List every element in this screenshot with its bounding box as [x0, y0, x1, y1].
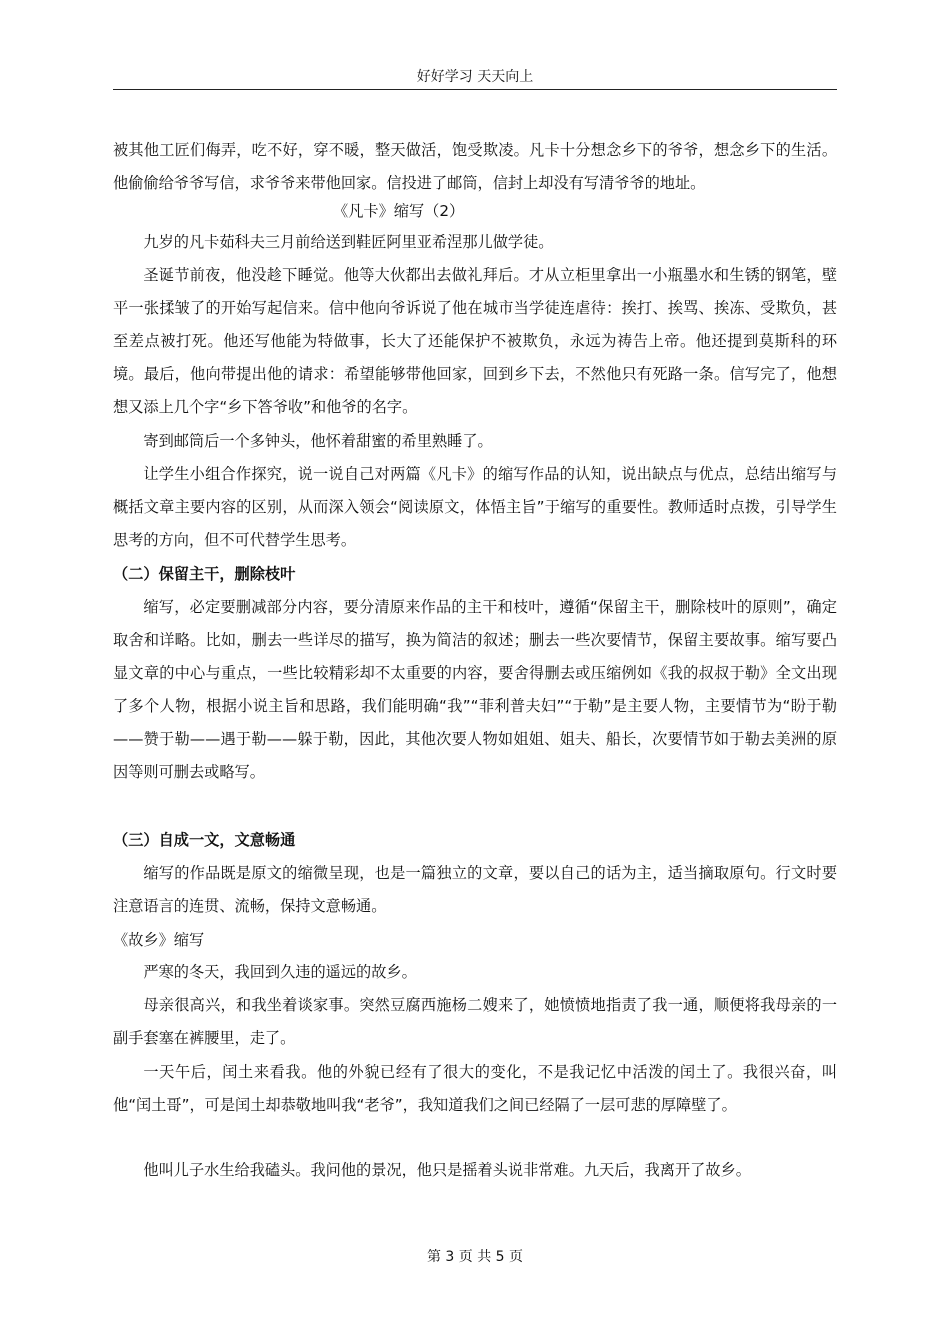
paragraph-7	[113, 857, 837, 923]
paragraph-text: 九岁的凡卡茹科夫三月前给送到鞋匠阿里亚希涅那儿做学徒。	[143, 233, 554, 251]
paragraph-text: 被其他工匠们侮弄，吃不好，穿不暖，整天做活，饱受欺凌。凡卡十分想念乡下的爷爷，想念乡下的生活。他偷偷给爷爷写信，求爷爷来带他回家。信投进了邮筒，信封上却没有写清爷爷的地址。	[113, 141, 837, 193]
section-title-guxiang	[113, 924, 837, 957]
page-footer: 第 3 页 共 5 页	[426, 1249, 524, 1265]
paragraph-text: 缩写，必定要删减部分内容，要分清原来作品的主干和枝叶，遵循“保留主干，删除枝叶的原则”，确定取舍和详略。比如，删去一些详尽的描写，换为简洁的叙述；删去一些次要情节，保留主要故事。缩写要凸显文章的中心与重点，一些比较精彩却不太重要的内容，要舍得删去或压缩例如《我的叔叔于勒》全文出现了多个人物，根据小说主旨和思路，我们能明确“我”“菲利普夫妇”“于勒”是主要人物，主要情节为“盼于勒——赞于勒——遇于勒——躲于勒，因此，其他次要人物如姐姐、姐夫、船长，次要情节如于勒去美洲的原因等则可删去或略写。	[113, 598, 837, 782]
section-title-text: 《故乡》缩写	[113, 931, 205, 949]
paragraph-10	[113, 1056, 837, 1122]
paragraph-5	[113, 458, 837, 557]
header-rule	[113, 89, 837, 90]
paragraph-2	[113, 226, 837, 259]
section-title-text: 《凡卡》缩写（2）	[333, 202, 465, 220]
paragraph-text: 缩写的作品既是原文的缩微呈现，也是一篇独立的文章，要以自己的话为主，适当摘取原句。行文时要注意语言的连贯、流畅，保持文意畅通。	[113, 864, 837, 916]
paragraph-4	[113, 425, 837, 458]
paragraph-9	[113, 989, 837, 1055]
page-header: 好好学习 天天向上	[416, 69, 534, 85]
paragraph-6	[113, 591, 837, 790]
heading-3	[113, 824, 837, 857]
section-title-fanka-2	[113, 195, 837, 228]
heading-text: （三）自成一文，文意畅通	[113, 831, 296, 849]
paragraph-text: 一天午后，闰土来看我。他的外貌已经有了很大的变化，不是我记忆中活泼的闰土了。我很兴奋，叫他“闰土哥”，可是闰土却恭敬地叫我“老爷”，我知道我们之间已经隔了一层可悲的厚障壁了。	[113, 1063, 837, 1115]
paragraph-text: 他叫儿子水生给我磕头。我问他的景况，他只是摇着头说非常难。九天后，我离开了故乡。	[143, 1161, 751, 1179]
paragraph-text: 让学生小组合作探究，说一说自己对两篇《凡卡》的缩写作品的认知，说出缺点与优点，总结出缩写与概括文章主要内容的区别，从而深入领会“阅读原文，体悟主旨”于缩写的重要性。教师适时点拨，引导学生思考的方向，但不可代替学生思考。	[113, 465, 837, 550]
heading-2	[113, 558, 837, 591]
paragraph-11	[113, 1154, 837, 1187]
paragraph-8	[113, 956, 837, 989]
paragraph-3	[113, 259, 837, 424]
paragraph-text: 寄到邮筒后一个多钟头，他怀着甜蜜的希里熟睡了。	[143, 432, 493, 450]
paragraph-text: 圣诞节前夜，他没趁下睡觉。他等大伙都出去做礼拜后。才从立柜里拿出一小瓶墨水和生锈的钢笔，壁平一张揉皱了的开始写起信来。信中他向爷诉说了他在城市当学徒连虐待：挨打、挨骂、挨冻、受欺负，甚至差点被打死。他还写他能为特做事，长大了还能保护不被欺负，永远为祷告上帝。他还提到莫斯科的环境。最后，他向带提出他的请求：希望能够带他回家，回到乡下去，不然他只有死路一条。信写完了，他想想又添上几个字“乡下答爷收”和他爷的名字。	[113, 266, 837, 417]
paragraph-text: 母亲很高兴，和我坐着谈家事。突然豆腐西施杨二嫂来了，她愤愤地指责了我一通，顺便将我母亲的一副手套塞在裤腰里，走了。	[113, 996, 837, 1048]
heading-text: （二）保留主干，删除枝叶	[113, 565, 296, 583]
paragraph-1	[113, 134, 837, 200]
paragraph-text: 严寒的冬天，我回到久违的遥远的故乡。	[143, 963, 417, 981]
